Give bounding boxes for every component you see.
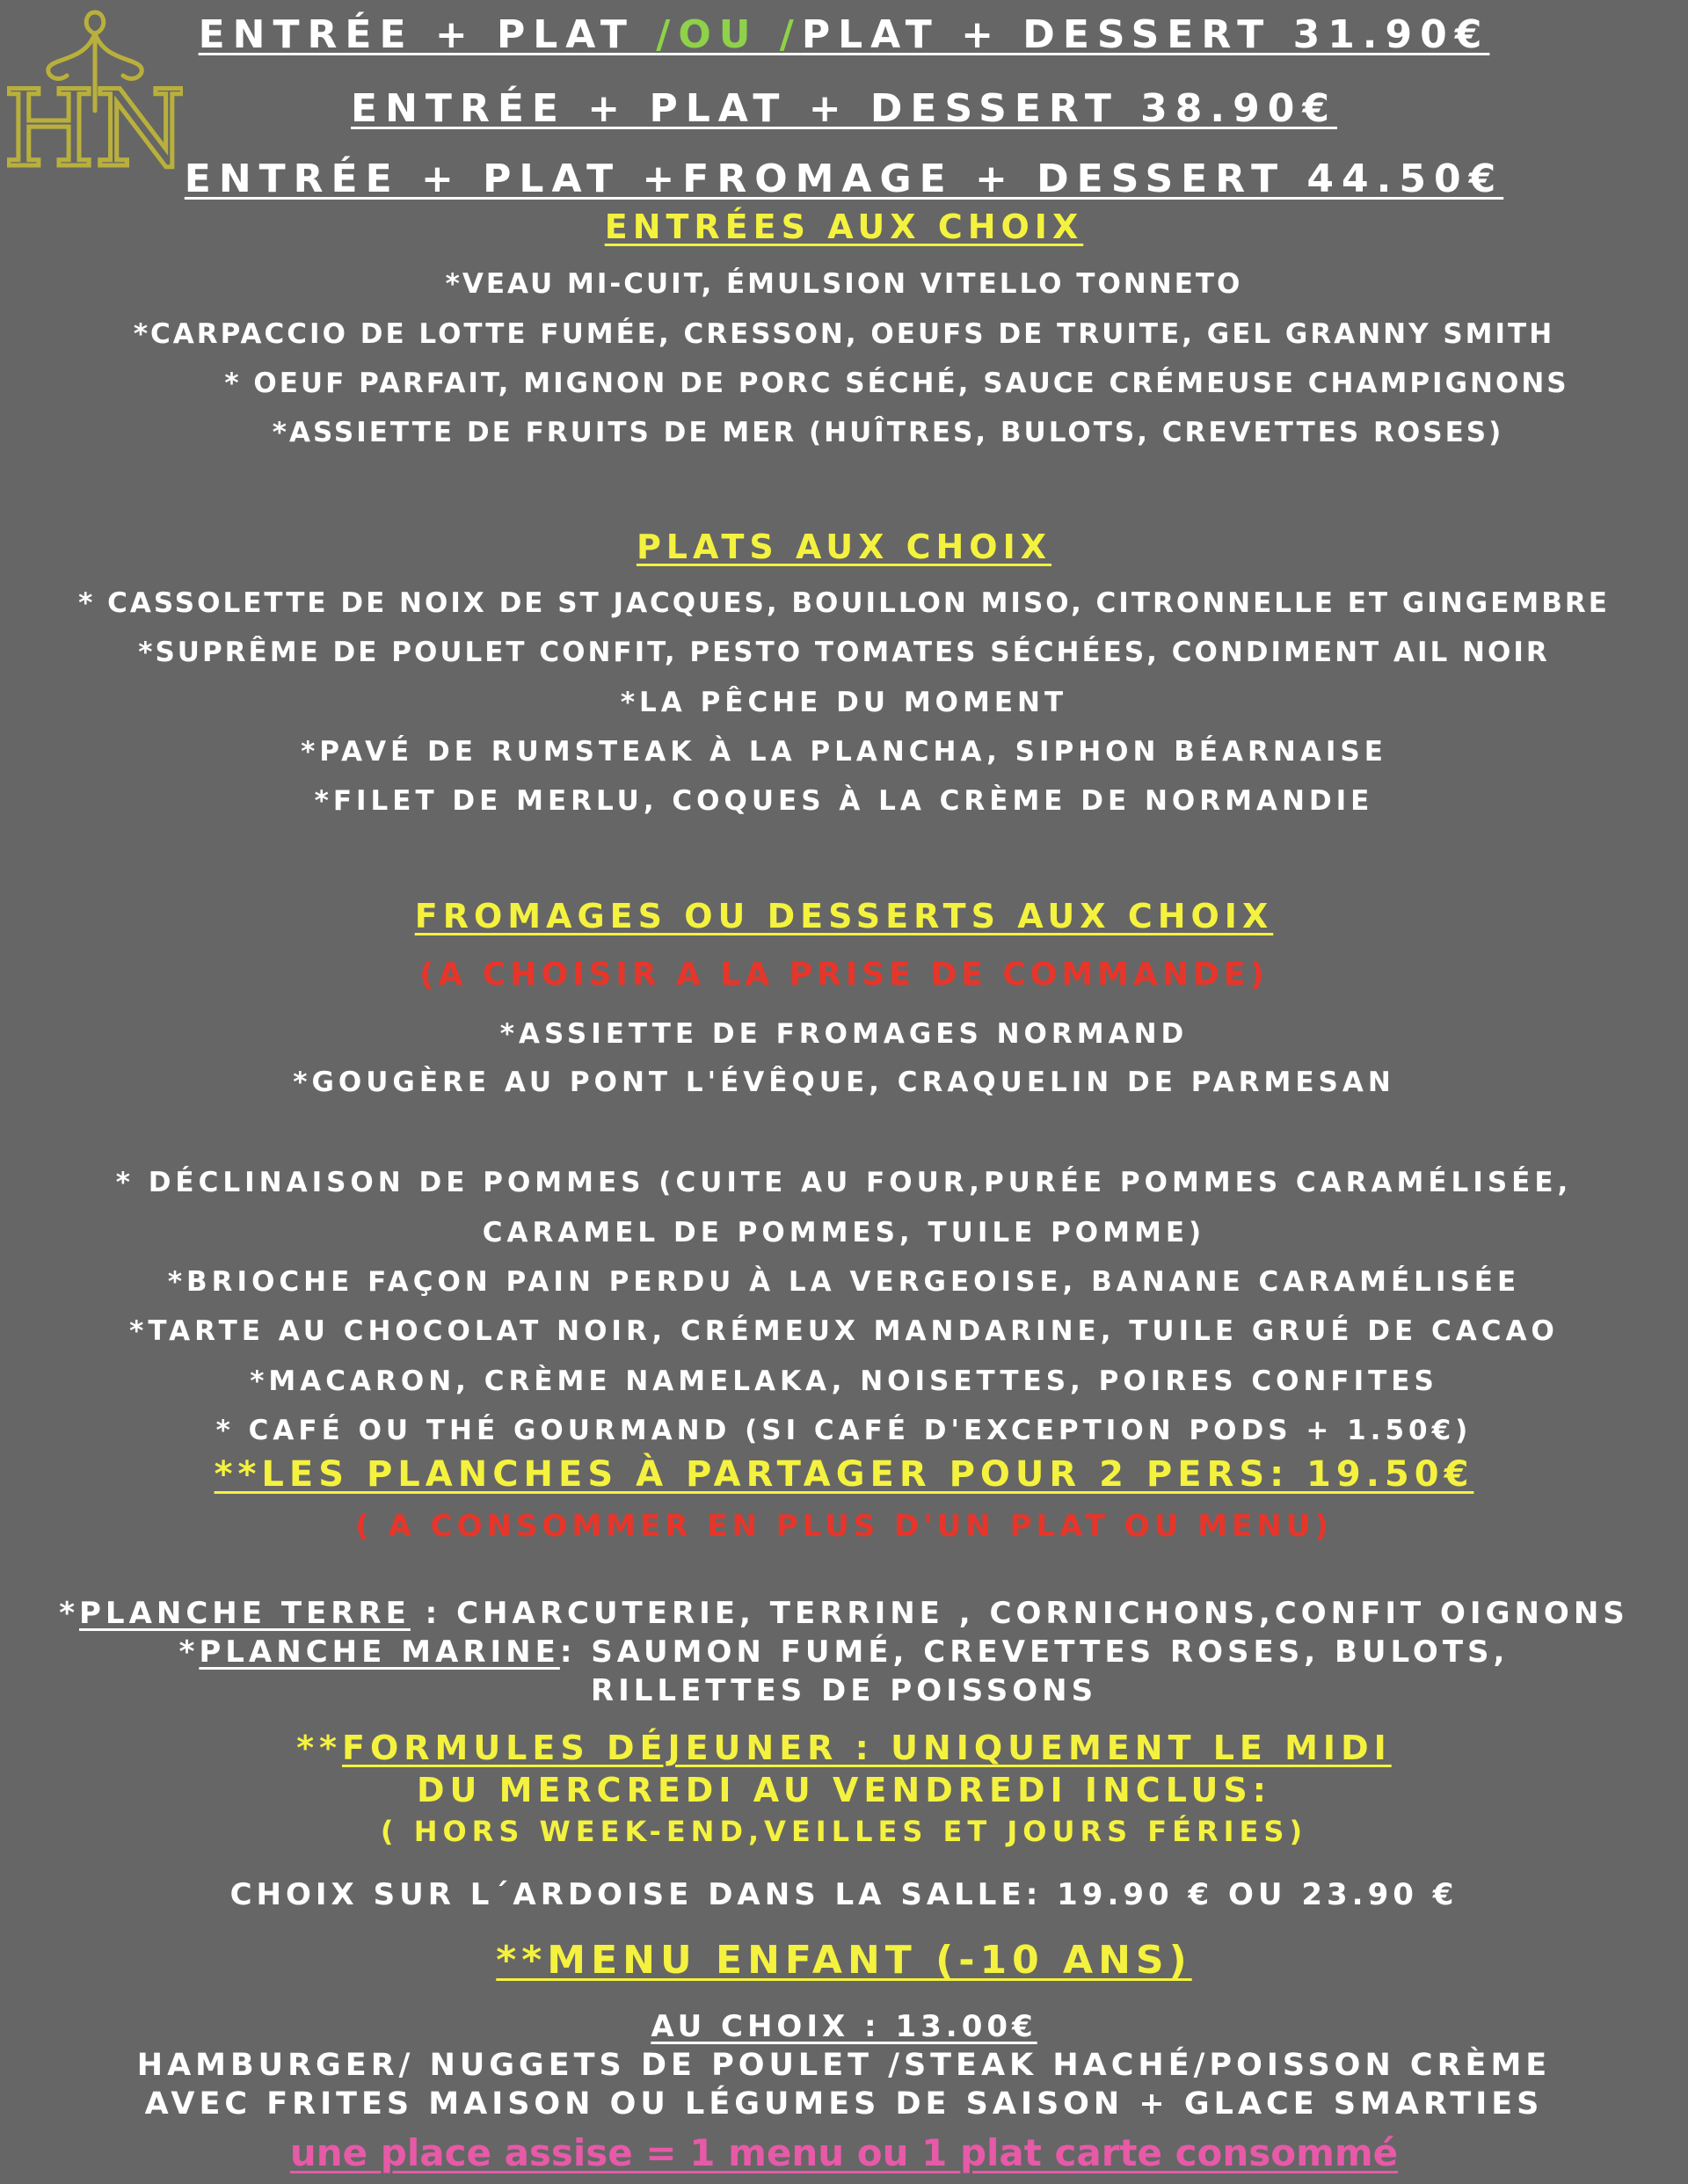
dessert-item: *MACARON, CRÈME NAMELAKA, NOISETTES, POIRES CONFITES: [250, 1365, 1438, 1397]
entree-item: *ASSIETTE DE FRUITS DE MER (HUÎTRES, BULOTS, CREVETTES ROSES): [272, 417, 1504, 448]
enfant-line-1: HAMBURGER/ NUGGETS DE POULET /STEAK HACHÉ/POISSON CRÈME: [136, 2048, 1552, 2083]
formula-2: ENTRÉE + PLAT + DESSERT 38.90€: [351, 86, 1337, 131]
dessert-item: *BRIOCHE FAÇON PAIN PERDU À LA VERGEOISE, BANANE CARAMÉLISÉE: [167, 1266, 1521, 1298]
planches-title: **LES PLANCHES À PARTAGER POUR 2 PERS: 19.50€: [214, 1454, 1474, 1495]
dejeuner-ardoise: CHOIX SUR L´ARDOISE DANS LA SALLE: 19.90 € OU 23.90 €: [229, 1877, 1459, 1912]
dessert-item: CARAMEL DE POMMES, TUILE POMME): [482, 1217, 1206, 1249]
dejeuner-title: **FORMULES DÉJEUNER : UNIQUEMENT LE MIDI: [296, 1729, 1392, 1767]
planche-terre-label: PLANCHE TERRE: [79, 1596, 411, 1631]
dessert-item: * DÉCLINAISON DE POMMES (CUITE AU FOUR,PURÉE POMMES CARAMÉLISÉE,: [115, 1167, 1573, 1198]
plat-item: *SUPRÊME DE POULET CONFIT, PESTO TOMATES SÉCHÉES, CONDIMENT AIL NOIR: [138, 637, 1550, 668]
fromage-item: *ASSIETTE DE FROMAGES NORMAND: [499, 1018, 1189, 1050]
dejeuner-exclusions: ( HORS WEEK-END,VEILLES ET JOURS FÉRIES): [380, 1815, 1308, 1848]
plat-item: *LA PÊCHE DU MOMENT: [620, 687, 1068, 718]
plat-item: * CASSOLETTE DE NOIX DE ST JACQUES, BOUILLON MISO, CITRONNELLE ET GINGEMBRE: [78, 587, 1610, 619]
entree-item: * OEUF PARFAIT, MIGNON DE PORC SÉCHÉ, SAUCE CRÉMEUSE CHAMPIGNONS: [224, 368, 1569, 399]
plat-item: *PAVÉ DE RUMSTEAK À LA PLANCHA, SIPHON BÉARNAISE: [301, 736, 1387, 768]
formula-1-part-b: PLAT + DESSERT 31.90€: [801, 12, 1490, 57]
entrees-title: ENTRÉES AUX CHOIX: [604, 207, 1084, 246]
seating-rule: une place assise = 1 menu ou 1 plat carte consommé: [289, 2131, 1399, 2174]
planche-marine-line2: RILLETTES DE POISSONS: [590, 1673, 1098, 1708]
planche-marine-label: PLANCHE MARINE: [199, 1634, 560, 1670]
plat-item: *FILET DE MERLU, COQUES À LA CRÈME DE NORMANDIE: [314, 785, 1374, 817]
formula-1: [0, 12, 1688, 57]
enfant-choix: AU CHOIX : 13.00€: [651, 2009, 1037, 2044]
planche-marine: *PLANCHE MARINE: SAUMON FUMÉ, CREVETTES ROSES, BULOTS,: [178, 1634, 1510, 1670]
svg-text:HN: HN: [7, 69, 183, 172]
entree-item: *CARPACCIO DE LOTTE FUMÉE, CRESSON, OEUFS DE TRUITE, GEL GRANNY SMITH: [133, 318, 1555, 350]
dessert-item: * CAFÉ OU THÉ GOURMAND (SI CAFÉ D'EXCEPTION PODS + 1.50€): [215, 1415, 1473, 1446]
formula-1-part-a: ENTRÉE + PLAT: [198, 12, 657, 57]
entree-item: *VEAU MI-CUIT, ÉMULSION VITELLO TONNETO: [445, 268, 1243, 300]
enfant-title: **MENU ENFANT (-10 ANS): [496, 1938, 1192, 1983]
fromages-title: FROMAGES OU DESSERTS AUX CHOIX: [414, 897, 1274, 935]
plats-title: PLATS AUX CHOIX: [636, 528, 1052, 566]
formula-3: ENTRÉE + PLAT +FROMAGE + DESSERT 44.50€: [184, 157, 1504, 201]
dessert-item: *TARTE AU CHOCOLAT NOIR, CRÉMEUX MANDARINE, TUILE GRUÉ DE CACAO: [129, 1315, 1559, 1347]
formula-1-or: /OU /: [656, 12, 802, 57]
planches-note: ( A CONSOMMER EN PLUS D'UN PLAT OU MENU): [355, 1509, 1333, 1544]
enfant-line-2: AVEC FRITES MAISON OU LÉGUMES DE SAISON + GLACE SMARTIES: [144, 2086, 1544, 2122]
dejeuner-days: DU MERCREDI AU VENDREDI INCLUS:: [417, 1771, 1271, 1809]
fromage-item: *GOUGÈRE AU PONT L'ÉVÊQUE, CRAQUELIN DE PARMESAN: [293, 1067, 1395, 1098]
fromages-note: (A CHOISIR A LA PRISE DE COMMANDE): [419, 957, 1269, 993]
planche-terre: *PLANCHE TERRE : CHARCUTERIE, TERRINE , CORNICHONS,CONFIT OIGNONS: [59, 1596, 1629, 1631]
